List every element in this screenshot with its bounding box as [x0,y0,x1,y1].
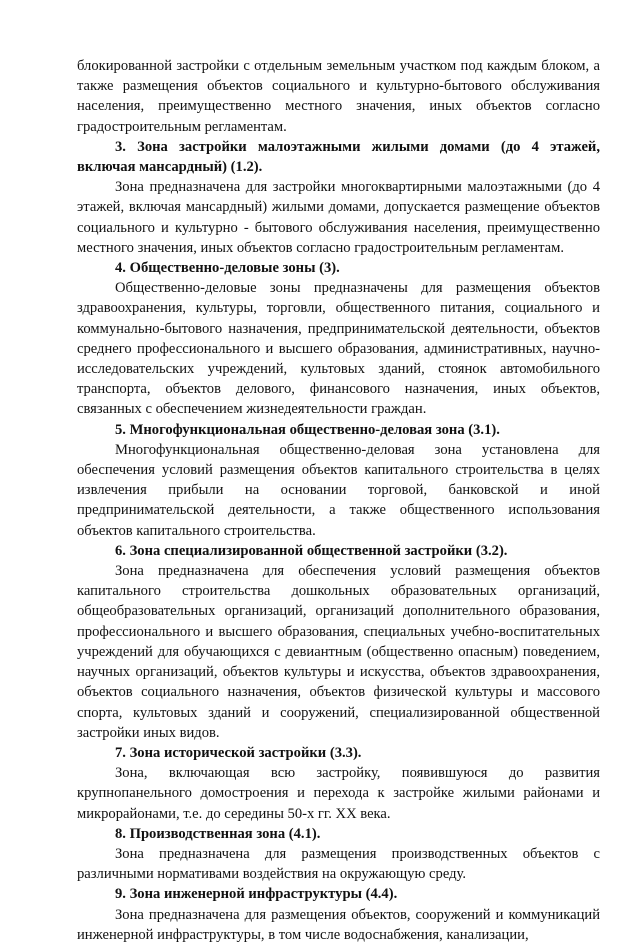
section-heading-4: 4. Общественно-деловые зоны (3). [115,260,340,277]
section-text-6: Зона предназначена для обеспечения условий размещения объектов капитального строительства дошкольных образовательных организаций, общеобразовательных организаций, организаций дополнительного образования, профессионального и высшего образования, специальных учебно-воспитательных учреждений для обучающихся с девиантным (общественно опасным) поведением, научных организаций, объектов культуры и искусства, объектов здравоохранения, объектов социального назначения, объектов физической культуры и массового спорта, культовых зданий и сооружений, специализированной общественной застройки иных видов. [77,563,600,741]
section-heading-3: 3. Зона застройки малоэтажными жилыми домами (до 4 этажей, включая мансардный) (1.2). [77,138,600,176]
section-text-3: Зона предназначена для застройки многоквартирными малоэтажными (до 4 этажей, включая мансардный) жилыми домами, допускается размещение объектов социального и культурно - бытового обслуживания населения, преимущественно местного значения, иных объектов согласно градостроительным регламентам. [77,179,600,256]
section-text-8: Зона предназначена для размещения производственных объектов с различными нормативами воздействия на окружающую среду. [77,845,600,883]
section-text-7: Зона, включающая всю застройку, появившуюся до развития крупнопанельного домостроения и перехода к застройке жилыми районами и микрорайонами, т.е. до середины 50-х гг. XX века. [77,765,600,822]
section-heading-8: 8. Производственная зона (4.1). [115,825,321,842]
section-heading-5: 5. Многофункциональная общественно-деловая зона (3.1). [115,421,500,438]
section-heading-7: 7. Зона исторической застройки (3.3). [115,744,362,761]
intro-paragraph: блокированной застройки с отдельным земельным участком под каждым блоком, а также размещения объектов социального и культурно-бытового обслуживания населения, преимущественно местного значения, иных объектов согласно градостроительным регламентам. [77,58,600,135]
section-heading-6: 6. Зона специализированной общественной застройки (3.2). [115,542,508,559]
section-heading-9: 9. Зона инженерной инфраструктуры (4.4). [115,886,398,903]
section-text-5: Многофункциональная общественно-деловая зона установлена для обеспечения условий размещения объектов капитального строительства в целях извлечения прибыли на основании торговой, банковской и иной предпринимательской деятельности, а также общественного использования объектов капитального строительства. [77,441,600,539]
section-text-9: Зона предназначена для размещения объектов, сооружений и коммуникаций инженерной инфраструктуры, в том числе водоснабжения, канализации, [77,906,600,943]
section-text-4: Общественно-деловые зоны предназначены для размещения объектов здравоохранения, культуры, торговли, общественного питания, социального и коммунально-бытового назначения, предпринимательской деятельности, объектов среднего профессионального и высшего образования, административных, научно-исследовательских учреждений, культовых зданий, стоянок автомобильного транспорта, объектов делового, финансового назначения, иных объектов, связанных с обеспечением жизнедеятельности граждан. [77,280,600,418]
